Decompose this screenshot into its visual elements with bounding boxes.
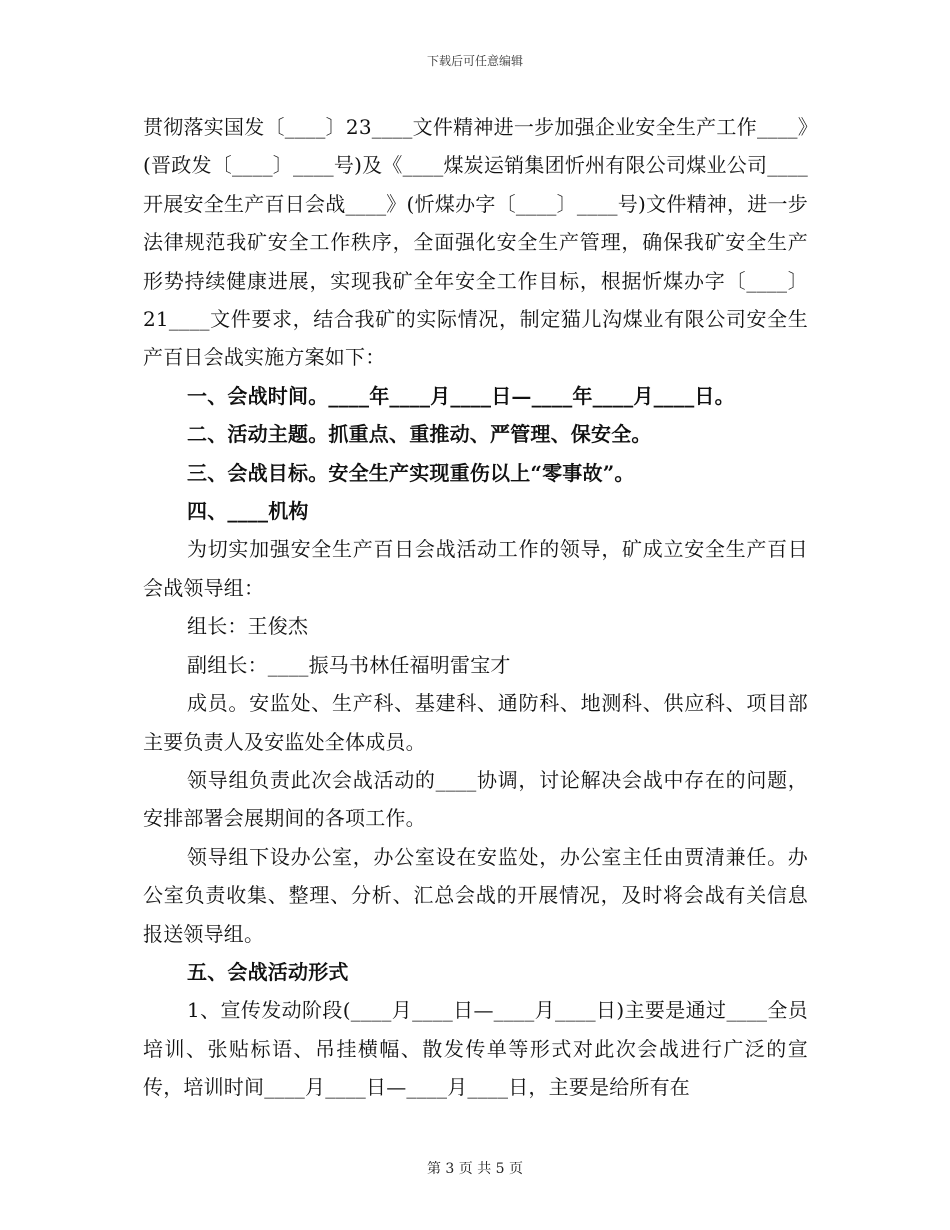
page-number: 第 3 页 共 5 页 <box>426 1161 524 1177</box>
section-heading-theme: 二、活动主题。抓重点、重推动、严管理、保安全。 <box>187 422 652 447</box>
body-paragraph: 为切实加强安全生产百日会战活动工作的领导，矿成立安全生产百日会战领导组： <box>143 537 808 600</box>
section-heading-activity-form: 五、会战活动形式 <box>187 959 349 984</box>
group-leader: 组长：王俊杰 <box>187 614 309 639</box>
intro-paragraph: 贯彻落实国发〔____〕23____文件精神进一步加强企业安全生产工作____》(晋政发〔____〕____号)及《____煤炭运销集团忻州有限公司煤业公司____开展安全生产百日会战____》(忻煤办字〔____〕____号)文件精神，进一步法律规范我矿安全工作秩序，全面强化安全生产管理，确保我矿安全生产形势持续健康进展，实现我矿全年安全工作目标，根据忻煤办字〔____〕21____文件要求，结合我矿的实际情况，制定猫儿沟煤业有限公司安全生产百日会战实施方案如下： <box>143 115 808 370</box>
body-paragraph: 领导组下设办公室，办公室设在安监处，办公室主任由贾清兼任。办公室负责收集、整理、分析、汇总会战的开展情况，及时将会战有关信息报送领导组。 <box>143 844 808 946</box>
deputy-group-leader: 副组长：____振马书林任福明雷宝才 <box>187 652 511 677</box>
section-heading-organization: 四、____机构 <box>187 499 309 524</box>
document-body <box>143 108 808 1107</box>
page-header: 下载后可任意编辑 <box>426 54 523 68</box>
body-paragraph: 1、宣传发动阶段(____月____日—____月____日)主要是通过____全员培训、张贴标语、吊挂横幅、散发传单等形式对此次会战进行广泛的宣传，培训时间____月____日—____月____日，主要是给所有在 <box>143 998 808 1100</box>
group-members: 成员。安监处、生产科、基建科、通防科、地测科、供应科、项目部主要负责人及安监处全体成员。 <box>143 691 808 754</box>
body-paragraph: 领导组负责此次会战活动的____协调，讨论解决会战中存在的问题，安排部署会展期间的各项工作。 <box>143 767 808 831</box>
section-heading-time: 一、会战时间。____年____月____日—____年____月____日。 <box>187 383 735 408</box>
section-heading-goal: 三、会战目标。安全生产实现重伤以上“零事故”。 <box>187 460 635 485</box>
